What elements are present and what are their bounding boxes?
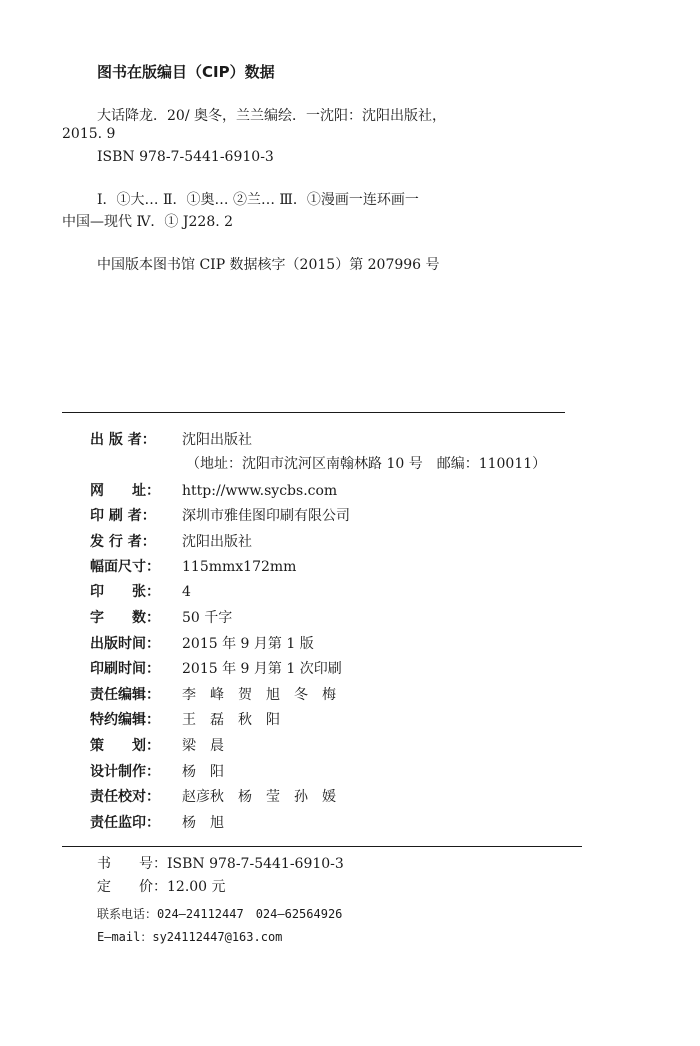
imprint-editors [90, 684, 336, 706]
cip-isbn: ISBN 978-7-5441-6910-3 [97, 149, 274, 165]
imprint-value: 杨 旭 [182, 815, 224, 831]
imprint-publisher [90, 429, 252, 451]
imprint-label: 发 行 者： [90, 534, 156, 550]
footer-book-number: 书 号：ISBN 978-7-5441-6910-3 [97, 856, 344, 872]
imprint-printer [90, 505, 350, 527]
imprint-value: 深圳市雅佳图印刷有限公司 [182, 508, 350, 524]
imprint-value: 4 [182, 584, 191, 600]
imprint-value: 50 千字 [182, 610, 233, 626]
imprint-value: http://www.sycbs.com [182, 483, 338, 499]
imprint-label: 出版时间： [90, 636, 160, 652]
imprint-value: 沈阳出版社 [182, 534, 252, 550]
imprint-label: 印 刷 者： [90, 508, 156, 524]
cip-classification-1: Ⅰ．①大… Ⅱ．①奥… ②兰… Ⅲ．①漫画一连环画一 [97, 192, 419, 208]
cip-line-1: 大话降龙．20/ 奥冬，兰兰编绘．一沈阳：沈阳出版社， [97, 108, 446, 124]
imprint-distributor [90, 531, 252, 553]
imprint-label: 设计制作： [90, 764, 160, 780]
imprint-special-editors [90, 709, 280, 731]
cip-classification-2: 中国—现代 Ⅳ．① J228. 2 [62, 214, 234, 230]
imprint-print-supervisor [90, 812, 224, 834]
footer-phone: 联系电话：024—24112447 024—62564926 [97, 907, 343, 921]
imprint-print-date [90, 658, 342, 680]
imprint-address [186, 453, 546, 475]
imprint-proofreaders [90, 786, 336, 808]
imprint-sheets [90, 581, 191, 603]
imprint-label: 印 张： [90, 584, 160, 600]
footer-email: E—mail：sy24112447@163.com [97, 930, 283, 944]
imprint-planner [90, 735, 224, 757]
footer-price: 定 价：12.00 元 [97, 879, 226, 895]
imprint-value: 115mmx172mm [182, 559, 297, 575]
imprint-label: 幅面尺寸： [90, 559, 160, 575]
imprint-label: 网 址： [90, 483, 160, 499]
imprint-value: 王 磊 秋 阳 [182, 712, 280, 728]
imprint-label: 特约编辑： [90, 712, 160, 728]
divider-top [62, 412, 565, 413]
imprint-label: 印刷时间： [90, 661, 160, 677]
imprint-value: 李 峰 贺 旭 冬 梅 [182, 687, 336, 703]
imprint-value: 沈阳出版社 [182, 432, 252, 448]
imprint-value: 2015 年 9 月第 1 次印刷 [182, 661, 342, 677]
imprint-word-count [90, 607, 232, 629]
imprint-label: 责任编辑： [90, 687, 160, 703]
imprint-label: 出 版 者： [90, 432, 156, 448]
imprint-value: 梁 晨 [182, 738, 224, 754]
imprint-label: 责任校对： [90, 789, 160, 805]
imprint-value: 2015 年 9 月第 1 版 [182, 636, 314, 652]
divider-bottom [62, 846, 582, 847]
imprint-publish-date [90, 633, 314, 655]
imprint-format [90, 556, 296, 578]
imprint-value: 赵彦秋 杨 莹 孙 媛 [182, 789, 336, 805]
cip-line-2: 2015. 9 [62, 126, 116, 142]
imprint-label: 字 数： [90, 610, 160, 626]
imprint-website [90, 480, 337, 502]
cip-title: 图书在版编目（CIP）数据 [97, 63, 275, 81]
imprint-value: （地址：沈阳市沈河区南翰林路 10 号 邮编：110011） [186, 456, 547, 472]
cip-record-number: 中国版本图书馆 CIP 数据核字（2015）第 207996 号 [97, 257, 440, 273]
imprint-label: 策 划： [90, 738, 160, 754]
imprint-label: 责任监印： [90, 815, 160, 831]
imprint-designer [90, 761, 224, 783]
imprint-value: 杨 阳 [182, 764, 224, 780]
